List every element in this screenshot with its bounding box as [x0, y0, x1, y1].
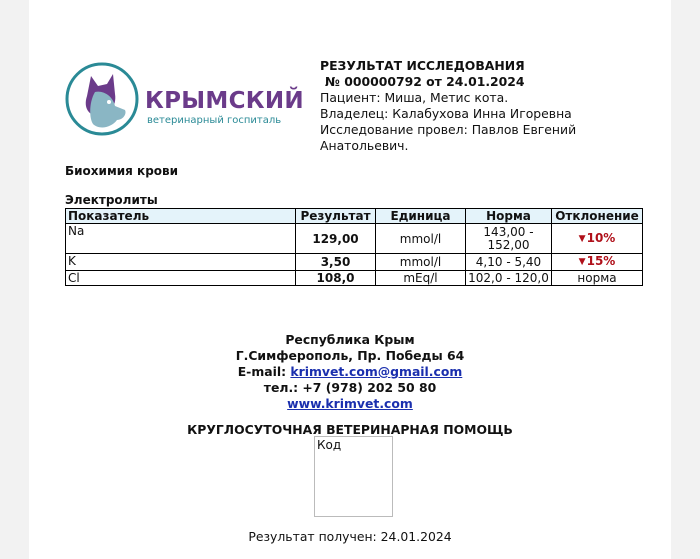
unit-cell: mEq/l [376, 271, 466, 286]
down-arrow-icon: ▼ [578, 257, 586, 267]
region-text: Республика Крым [285, 332, 415, 347]
code-label: Код [317, 438, 342, 452]
col-header-result: Результат [296, 209, 376, 224]
col-header-deviation: Отклонение [552, 209, 643, 224]
indicator-cell: K [66, 254, 296, 271]
unit-cell: mmol/l [376, 224, 466, 254]
table-row [66, 254, 643, 271]
unit-cell: mmol/l [376, 254, 466, 271]
deviation-value: 10% [586, 230, 616, 245]
result-cell: 3,50 [296, 254, 376, 271]
result-received-line: Результат получен: 24.01.2024 [248, 529, 452, 544]
table-row [66, 271, 643, 286]
down-arrow-icon: ▼ [578, 233, 586, 244]
patient-line: Пациент: Миша, Метис кота. [320, 90, 509, 105]
col-header-unit: Единица [376, 209, 466, 224]
group-title: Электролиты [65, 193, 158, 207]
table-header-row [66, 209, 643, 224]
indicator-cell: Cl [66, 271, 296, 286]
address-text: Г.Симферополь, Пр. Победы 64 [235, 348, 465, 363]
performer-line: Исследование провел: Павлов Евгений Анатольевич. [320, 122, 577, 153]
email-link[interactable]: krimvet.com@gmail.com [290, 364, 463, 379]
owner-line: Владелец: Калабухова Инна Игоревна [320, 106, 572, 121]
section-title: Биохимия крови [65, 164, 179, 178]
website-link[interactable]: www.krimvet.com [287, 396, 413, 411]
norm-cell: 102,0 - 120,0 [466, 271, 552, 286]
deviation-cell [552, 254, 643, 271]
table-row [66, 224, 643, 254]
col-header-indicator: Показатель [66, 209, 296, 224]
report-number: № 000000792 от 24.01.2024 [325, 74, 525, 89]
norm-cell: 4,10 - 5,40 [466, 254, 552, 271]
report-title: РЕЗУЛЬТАТ ИССЛЕДОВАНИЯ [320, 58, 525, 73]
clinic-contacts [29, 332, 671, 412]
emergency-heading: КРУГЛОСУТОЧНАЯ ВЕТЕРИНАРНАЯ ПОМОЩЬ [187, 422, 513, 437]
email-label: E-mail: [237, 364, 287, 379]
deviation-cell: норма [552, 271, 643, 286]
col-header-norm: Норма [466, 209, 552, 224]
phone-text: тел.: +7 (978) 202 50 80 [263, 380, 437, 395]
deviation-value: 15% [586, 254, 616, 268]
report-header [320, 58, 620, 154]
brand-name: КРЫМСКИЙ [145, 88, 304, 114]
deviation-cell [552, 224, 643, 254]
result-cell: 129,00 [296, 224, 376, 254]
document-page [29, 0, 671, 559]
qr-code-box [314, 436, 393, 517]
result-cell: 108,0 [296, 271, 376, 286]
brand-subtitle: ветеринарный госпиталь [147, 115, 282, 126]
results-table [65, 208, 643, 286]
indicator-cell: Na [66, 224, 296, 254]
norm-cell: 143,00 - 152,00 [466, 224, 552, 254]
email-line [29, 364, 671, 380]
